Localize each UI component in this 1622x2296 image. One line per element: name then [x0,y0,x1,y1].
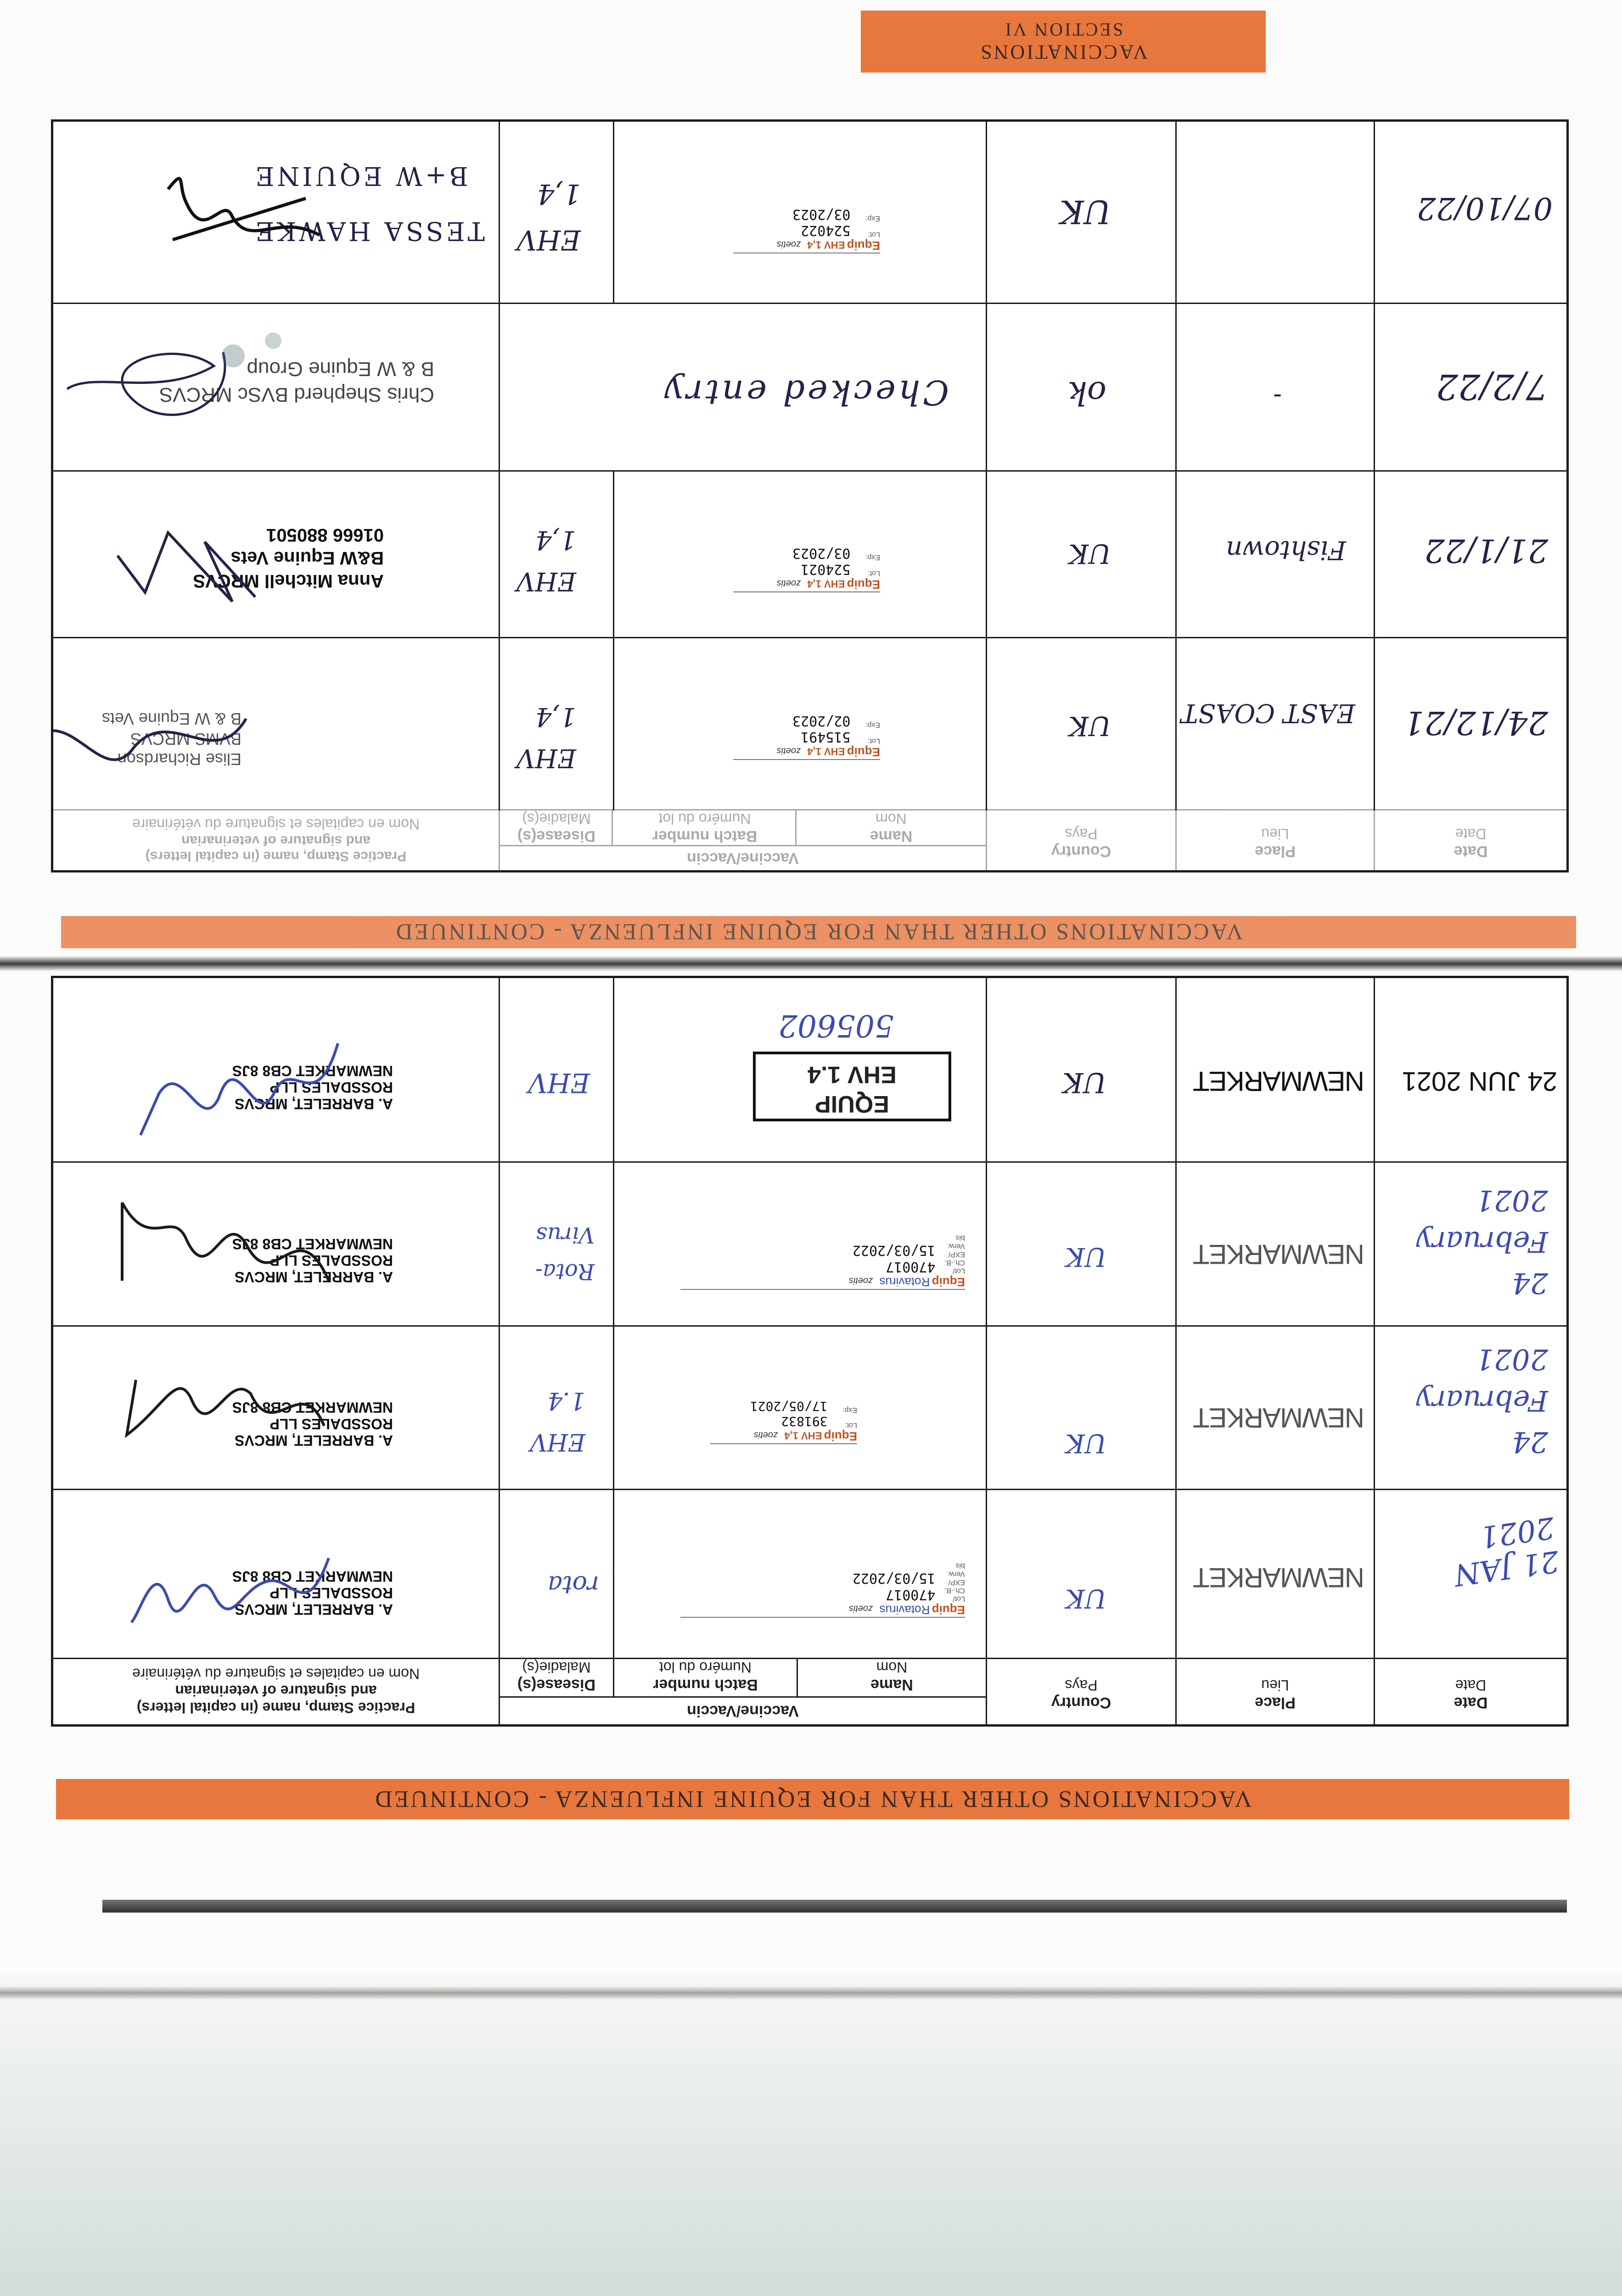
vaccine-name: EHV 1,4 [807,239,845,251]
scan-bar [102,1900,1567,1913]
entry-date: 24 JUN 2021 [1402,1066,1557,1096]
table-row [53,1325,1566,1490]
vet-stamp: Chris Shepherd BVSc MRCVS B & W Equine Group [159,358,434,406]
vaccine-stamp-box [753,1052,951,1121]
entry-country: UK [1068,710,1111,742]
entry-disease: EHV 1.4 [530,1387,585,1456]
vaccine-maker: zoetis [848,1604,873,1614]
entry-country: UK [1065,1428,1106,1458]
entry-date: 24 February 2021 [1416,1343,1548,1459]
entry-place: NEWMARKET [1194,1402,1364,1433]
continued-banner-middle [61,916,1576,948]
expiry-date: 15/03/2022 [852,1570,936,1586]
header-place: Place Lieu [1175,1659,1374,1724]
entry-disease: EHV 1,4 [516,525,576,596]
vet-signature [122,1352,329,1463]
batch-number: 524021 [801,561,851,577]
entry-disease: Rota-Virus [535,1222,595,1284]
header-batch: Batch number Numéro du lot [613,1659,797,1696]
entry-date: 7/2/22 [1436,366,1548,407]
vaccine-sticker: Equip EHV 1,4 zoetis Lot: 391832 Exp: 17/05/2021 [710,1347,857,1444]
vet-signature [113,528,260,611]
vet-name-handwritten: TESSA HAWKE [253,216,485,246]
expiry-date: 15/03/2022 [852,1242,936,1258]
entry-disease: EHV 1,4 [516,178,581,256]
header-stamp: Practice Stamp, name (in capital letters) and signature of veterinarian Nom en capitales et signature du vétérinaire [132,1666,420,1716]
entry-place: NEWMARKET [1194,1239,1364,1270]
batch-number: 470017 [886,1587,936,1603]
entry-disease: EHV [528,1067,590,1098]
vaccine-stamp-line1: EQUIP [815,1091,889,1117]
vaccine-brand: Equip [847,578,880,591]
entry-date: 21/1/22 [1424,532,1548,569]
vaccine-maker: zoetis [776,578,801,588]
vaccine-brand: Equip [932,1603,965,1617]
vaccine-maker: zoetis [848,1276,873,1286]
entry-country: UK [1062,1066,1106,1098]
vet-stamp: A. BARRELET, MRCVS ROSSDALES LLP NEWMARKET CB8 8JS [232,1568,393,1618]
header-date: Date Date [1374,1659,1566,1724]
vet-stamp: A. BARRELET, MRCVS ROSSDALES LLP NEWMARKET CB8 8JS [232,1236,393,1285]
entry-date: 24/12/21 [1403,704,1548,742]
vaccine-maker: zoetis [776,239,801,249]
vaccine-sticker: Equip EHV 1,4 zoetis Lot: 524021 Exp: 03/2023 [733,495,880,592]
vaccine-brand: Equip [932,1275,965,1289]
vaccination-table-1 [51,976,1569,1727]
vaccine-brand: Equip [847,239,880,253]
table-row [53,637,1566,810]
entry-country: UK [1065,1583,1106,1613]
entry-date: 24 February 2021 [1416,1184,1548,1300]
vaccine-name: Rotavirus [879,1603,930,1617]
vet-practice-handwritten: B+W EQUINE [253,161,468,191]
entry-place: Fishtown [1226,535,1346,565]
vet-signature [58,334,232,444]
vet-stamp: Anna Mitchell MRCVS B&W Equine Vets 01666 880501 [193,525,384,591]
vet-signature [127,1540,333,1650]
vet-signature [53,691,251,783]
batch-note: Checked entry [662,372,949,412]
expiry-date: 03/2023 [792,545,851,561]
table-row [53,470,1566,638]
table-row [53,1161,1566,1327]
header-country: Country Pays [986,1659,1175,1724]
batch-number: 470017 [886,1259,936,1275]
entry-country: ok [1067,374,1106,412]
expiry-date: 02/2023 [792,713,851,729]
expiry-date: 03/2023 [792,206,851,222]
table-2-header: Date Date Place Lieu Country Pays Vaccine/Vaccin Name Nom Batch number Numéro du lot Disease(s) Maladie(s) Practice Stamp, name (in capital letters) and signature of veterinarian Nom en capitales et signature du vétérinaire [53,809,1566,870]
batch-number: 524022 [801,222,851,238]
scan-speckle [222,344,245,367]
vaccine-name: EHV 1,4 [807,578,845,590]
entry-place: NEWMARKET [1194,1562,1364,1593]
header-vaccine-group: Vaccine/Vaccin Name Nom Batch number Numéro du lot Disease(s) Maladie(s) [499,1659,986,1724]
entry-place: - [1273,382,1282,412]
vaccine-sticker: Equip EHV 1,4 zoetis Lot: 515491 Exp: 02/2023 [733,663,880,760]
vaccination-table-2 [51,119,1569,872]
scan-smear [0,1975,1622,2296]
expiry-date: 17/05/2021 [750,1399,828,1414]
vaccine-name: EHV 1,4 [807,746,845,757]
vet-signature [159,162,324,253]
section-tab [861,11,1266,73]
vaccine-sticker: Equip EHV 1,4 zoetis Lot: 524022 Exp: 03/2023 [733,156,880,253]
batch-number: 505602 [778,1008,894,1043]
vaccine-name: Rotavirus [879,1275,930,1289]
entry-country: UK [1060,193,1111,231]
table-1-header [53,1658,1566,1724]
vaccine-sticker: Equip Rotavirus zoetis Lot/ Ch.-B. 470017 EXP/ Verw. bis 15/03/2022 [680,1520,965,1618]
vaccine-brand: Equip [824,1429,857,1443]
vet-stamp: A. BARRELET, MRCVS ROSSDALES LLP NEWMARKET CB8 8JS [232,1399,393,1449]
scan-speckle [265,332,281,349]
vaccine-sticker: Equip Rotavirus zoetis Lot/ Ch.-B. 470017 EXP/ Verw. bis 15/03/2022 [680,1193,965,1290]
batch-number: 391832 [781,1414,828,1429]
vet-stamp: A. BARRELET, MRCVS ROSSDALES LLP NEWMARKET CB8 8JS [232,1063,393,1112]
table-row [53,978,1566,1163]
entry-disease: EHV 1,4 [516,702,576,773]
header-disease: Disease(s) Maladie(s) [517,1659,596,1694]
entry-country: UK [1068,538,1111,569]
entry-disease: rota [547,1570,599,1599]
continued-banner-text: VACCINATIONS OTHER THAN FOR EQUINE INFLUENZA - CONTINUED [373,1786,1252,1812]
vaccine-brand: Equip [847,745,880,759]
vet-signature [118,1189,333,1308]
header-name: Name Nom [797,1659,986,1696]
vet-signature [136,1030,342,1149]
section-tab-line1: VACCINATIONS [979,41,1148,64]
entry-date: 07/10/22 [1416,191,1553,226]
entry-date: 21 JAN 2021 [1452,1510,1561,1592]
entry-country: UK [1065,1242,1106,1272]
vaccine-maker: zoetis [753,1430,778,1440]
batch-number: 515491 [801,729,851,745]
table-row [53,122,1566,304]
table-row [53,1489,1566,1659]
vet-stamp: Elise Richardson BVMS MRCVS B & W Equine Vets [101,709,241,769]
table-row [53,303,1566,472]
entry-place: NEWMARKET [1194,1066,1364,1097]
vaccine-maker: zoetis [776,746,801,756]
continued-banner-top [56,1779,1569,1819]
scan-smear-line [0,1986,1622,2000]
fold-line [0,957,1622,971]
section-tab-line2: SECTION VI [1003,19,1123,40]
entry-place: EAST COAST [1181,698,1355,728]
vaccine-name: EHV 1,4 [784,1430,822,1441]
continued-banner-text: VACCINATIONS OTHER THAN FOR EQUINE INFLUENZA - CONTINUED [394,919,1243,945]
vaccine-stamp-line2: EHV 1.4 [808,1061,897,1088]
